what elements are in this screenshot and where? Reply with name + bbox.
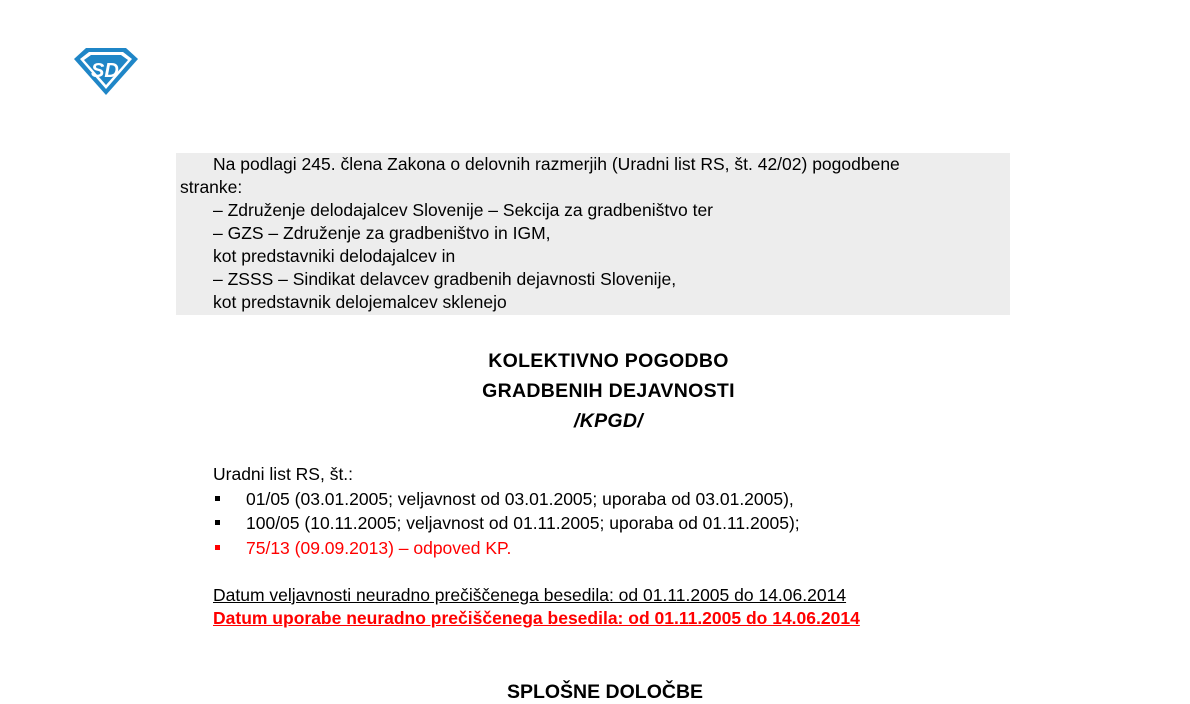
intro-line: kot predstavnik delojemalcev sklenejo: [213, 292, 507, 312]
intro-line: – GZS – Združenje za gradbeništvo in IGM,: [213, 223, 551, 243]
gazette-items: [213, 487, 1013, 561]
gazette-header: Uradni list RS, št.:: [213, 464, 354, 484]
official-gazette-list: [213, 462, 1013, 560]
application-date: Datum uporabe neuradno prečiščenega besedila: od 01.11.2005 do 14.06.2014: [213, 608, 860, 628]
intro-line: – Združenje delodajalcev Slovenije – Sekcija za gradbeništvo ter: [213, 200, 714, 220]
gazette-item-text: 01/05 (03.01.2005; veljavnost od 03.01.2005; uporaba od 03.01.2005),: [246, 488, 794, 509]
square-bullet-icon: [215, 545, 220, 550]
validity-date: Datum veljavnosti neuradno prečiščenega besedila: od 01.11.2005 do 14.06.2014: [213, 585, 847, 605]
gazette-item: [213, 511, 1013, 536]
intro-block: [176, 153, 1010, 315]
intro-line: Na podlagi 245. člena Zakona o delovnih razmerjih (Uradni list RS, št. 42/02) pogodbene: [213, 154, 900, 174]
svg-text:SD: SD: [91, 60, 119, 82]
title-line-2: GRADBENIH DEJAVNOSTI: [482, 380, 735, 402]
sd-shield-logo-icon: [72, 45, 140, 97]
document-title: [0, 346, 1190, 436]
square-bullet-icon: [215, 496, 220, 501]
title-abbreviation: /KPGD/: [574, 410, 643, 432]
intro-line: – ZSSS – Sindikat delavcev gradbenih dejavnosti Slovenije,: [213, 269, 677, 289]
gazette-item-text: 75/13 (09.09.2013) – odpoved KP.: [246, 537, 512, 558]
square-bullet-icon: [215, 520, 220, 525]
consolidated-text-dates: [213, 584, 860, 630]
intro-line: kot predstavniki delodajalcev in: [213, 246, 456, 266]
logo: [72, 45, 140, 97]
intro-line: stranke:: [180, 177, 243, 197]
title-line-1: KOLEKTIVNO POGODBO: [488, 350, 729, 372]
gazette-item-termination: [213, 536, 1013, 561]
gazette-item-text: 100/05 (10.11.2005; veljavnost od 01.11.2005; uporaba od 01.11.2005);: [246, 513, 800, 533]
section-heading: SPLOŠNE DOLOČBE: [506, 681, 704, 703]
gazette-item: [213, 487, 1013, 512]
